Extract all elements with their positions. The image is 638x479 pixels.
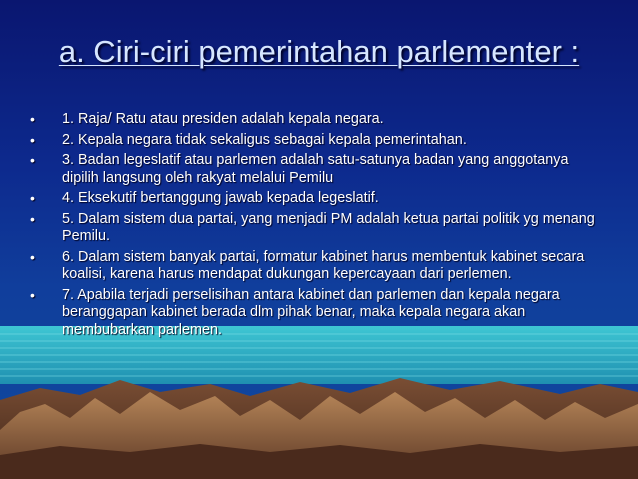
bullet-icon: • [30, 111, 35, 127]
list-item [30, 132, 605, 150]
bullet-list [30, 111, 605, 342]
list-item-text: 1. Raja/ Ratu atau presiden adalah kepala negara. [62, 111, 384, 127]
list-item [30, 190, 605, 208]
slide-title: a. Ciri-ciri pemerintahan parlementer : [58, 34, 580, 69]
bullet-icon: • [30, 131, 35, 148]
list-item [30, 152, 605, 187]
list-item-text: 4. Eksekutif bertanggung jawab kepada legeslatif. [62, 190, 379, 206]
list-item-text: 2. Kepala negara tidak sekaligus sebagai kepala pemerintahan. [62, 131, 467, 148]
list-item [30, 211, 605, 246]
bullet-icon: • [30, 152, 35, 168]
bullet-icon: • [30, 190, 35, 206]
list-item [30, 249, 605, 284]
list-item-text: 3. Badan legeslatif atau parlemen adalah satu-satunya badan yang anggotanya dipilih langsung oleh rakyat melalui Pemilu [62, 152, 569, 186]
list-item-text: 7. Apabila terjadi perselisihan antara kabinet dan parlemen dan kepala negara beranggapan kabinet berada dlm pihak benar, maka kepala negara akan membubarkan parlemen. [62, 286, 560, 338]
list-item-text: 6. Dalam sistem banyak partai, formatur kabinet harus membentuk kabinet secara koalisi, karena harus mendapat dukungan kepercayaan dari perlemen. [62, 248, 585, 282]
bullet-icon: • [30, 210, 35, 227]
list-item [30, 287, 605, 340]
list-item-text: 5. Dalam sistem dua partai, yang menjadi PM adalah ketua partai politik yg menang Pemilu. [62, 210, 595, 244]
bullet-icon: • [30, 286, 35, 303]
list-item [30, 111, 605, 129]
bullet-icon: • [30, 248, 35, 265]
